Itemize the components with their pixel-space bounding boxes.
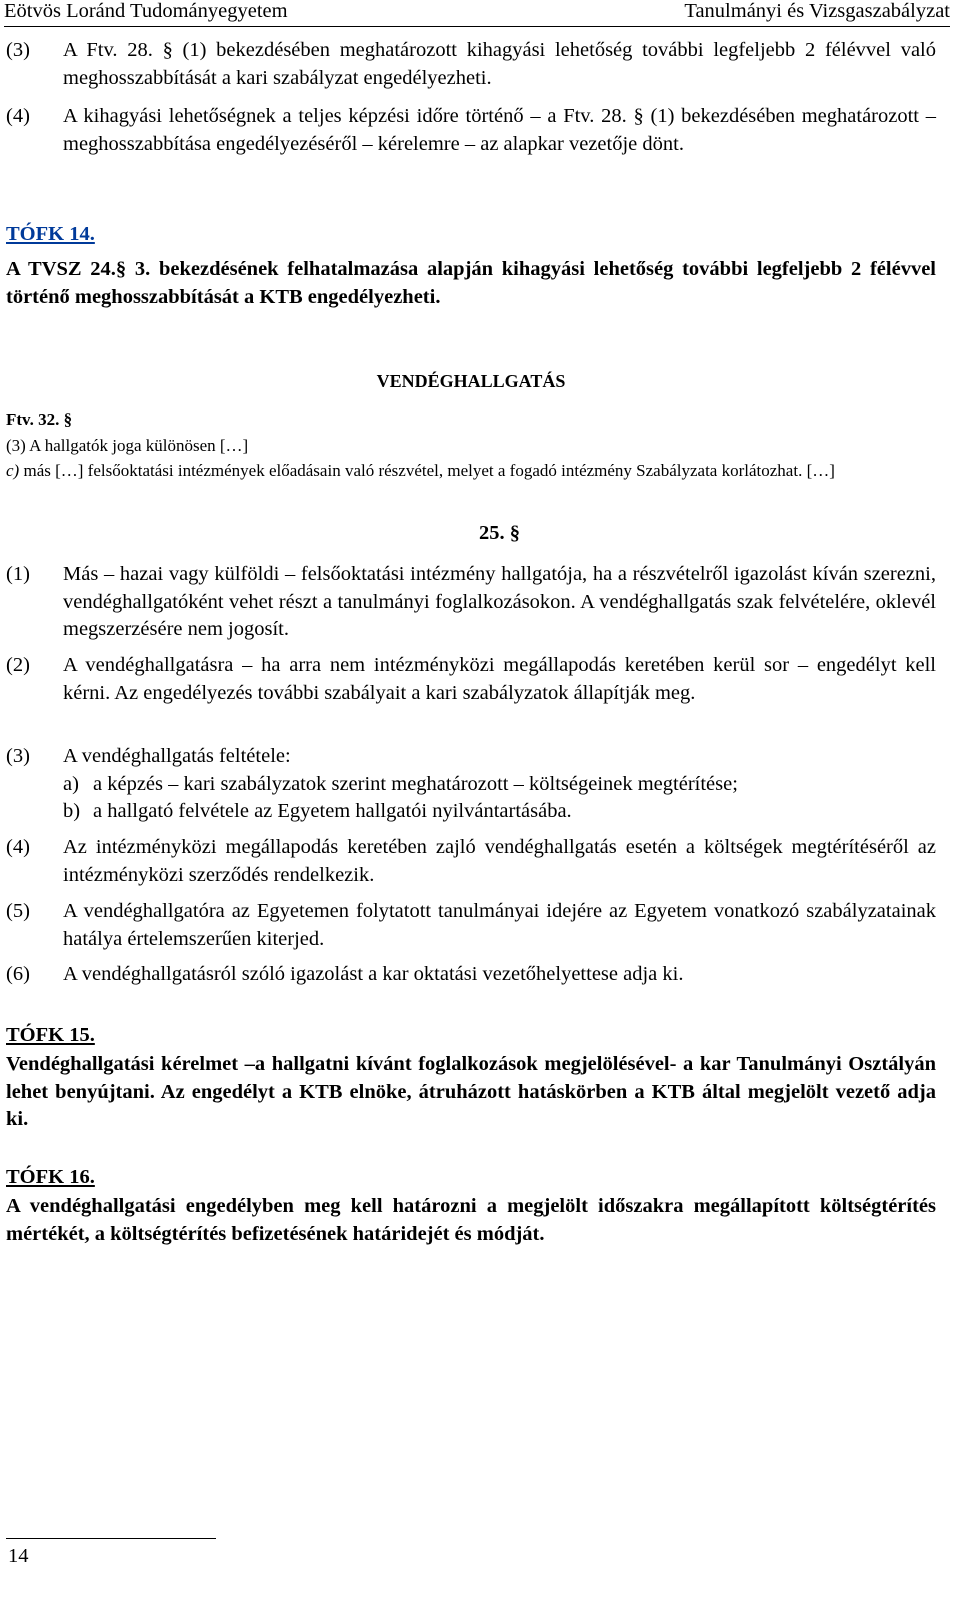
sub-item-text: a képzés – kari szabályzatok szerint meghatározott – költségeinek megtérítése; [93, 772, 738, 795]
footer-divider [6, 1538, 216, 1539]
item-text: A vendéghallgatásra – ha arra nem intézményközi megállapodás keretében kerül sor – engedélyt kell kérni. Az engedélyezés további szabályait a kari szabályzatok állapítják meg. [63, 654, 936, 704]
item-number: (1) [6, 563, 30, 585]
item-number: (2) [6, 654, 30, 676]
page-header [4, 0, 950, 27]
item-top-4 [6, 103, 936, 158]
para25-item-1 [6, 561, 936, 644]
para25-item-5 [6, 898, 936, 953]
paragraph-25-title: 25. § [479, 522, 520, 544]
tofk15-text: Vendéghallgatási kérelmet –a hallgatni kívánt foglalkozások megjelölésével- a kar Tanulmányi Osztályán lehet benyújtani. Az engedélyt a KTB elnöke, átruházott hatáskörben a KTB által megjelölt vezető adja ki. [6, 1053, 936, 1130]
item-number: (4) [6, 105, 30, 127]
section-title: VENDÉGHALLGATÁS [376, 371, 566, 391]
item-text: A kihagyási lehetőségnek a teljes képzési időre történő – a Ftv. 28. § (1) bekezdésében meghatározott – meghosszabbítása engedélyezéséről – kérelemre – az alapkar vezetője dönt. [63, 105, 936, 155]
item-number: (6) [6, 963, 30, 985]
para25-item-3 [6, 743, 936, 826]
item-text: A vendéghallgatásról szóló igazolást a kar oktatási vezetőhelyettese adja ki. [63, 963, 684, 985]
item-number: (3) [6, 745, 30, 767]
item-top-3 [6, 37, 936, 92]
para25-item-4 [6, 834, 936, 889]
sub-item-text: a hallgató felvétele az Egyetem hallgatói nyilvántartásába. [93, 800, 572, 822]
ftv-line-1: (3) A hallgatók joga különösen […] [6, 436, 249, 455]
item-text: Más – hazai vagy külföldi – felsőoktatási intézmény hallgatója, ha a részvételről igazolást kíván szerezni, vendéghallgatóként vehet részt a tanulmányi foglalkozásokon. A vendéghallgatás szak felvételére, oklevél megszerzésére nem jogosít. [63, 563, 936, 640]
item-number: (3) [6, 39, 30, 61]
item-text: Az intézményközi megállapodás keretében zajló vendéghallgatás esetén a költségek megtérítéséről az intézményközi szerződés rendelkezik. [63, 836, 936, 886]
item-text: A vendéghallgatás feltétele: [63, 745, 291, 767]
page-number: 14 [8, 1545, 29, 1567]
sub-item-letter: b) [63, 800, 81, 822]
item-text: A Ftv. 28. § (1) bekezdésében meghatározott kihagyási lehetőség további legfeljebb 2 félévvel való meghosszabbítását a kari szabályzat engedélyezheti. [63, 39, 936, 89]
tofk14-text: A TVSZ 24.§ 3. bekezdésének felhatalmazása alapján kihagyási lehetőség további legfeljebb 2 félévvel történő meghosszabbítását a KTB engedélyezheti. [6, 258, 936, 308]
ftv-line-2 [6, 459, 936, 483]
header-institution: Eötvös Loránd Tudományegyetem [4, 0, 288, 22]
para25-item-2 [6, 652, 936, 707]
tofk16-text: A vendéghallgatási engedélyben meg kell határozni a megjelölt időszakra megállapított költségtérítés mértékét, a költségtérítés befizetésének határidejét és módját. [6, 1195, 936, 1245]
header-document-title: Tanulmányi és Vizsgaszabályzat [684, 0, 950, 22]
ftv-reference: Ftv. 32. § [6, 410, 73, 429]
item-text: A vendéghallgatóra az Egyetemen folytatott tanulmányai idejére az Egyetem vonatkozó szabályzatainak hatálya értelemszerűen kiterjed. [63, 900, 936, 950]
tofk15-title: TÓFK 15. [6, 1024, 95, 1046]
para25-item-6 [6, 961, 936, 989]
item-number: (4) [6, 836, 30, 858]
tofk16-title: TÓFK 16. [6, 1166, 95, 1188]
sub-item-b [63, 798, 936, 826]
sub-item-letter: a) [63, 772, 79, 795]
tofk14-title: TÓFK 14. [6, 223, 95, 245]
sub-item-a [63, 771, 936, 799]
ftv-line-2-text: más […] felsőoktatási intézmények előadásain való részvétel, melyet a fogadó intézmény Szabályzata korlátozhat. […] [23, 461, 835, 480]
item-number: (5) [6, 900, 30, 922]
ftv-line-2-letter: c) [6, 461, 20, 480]
